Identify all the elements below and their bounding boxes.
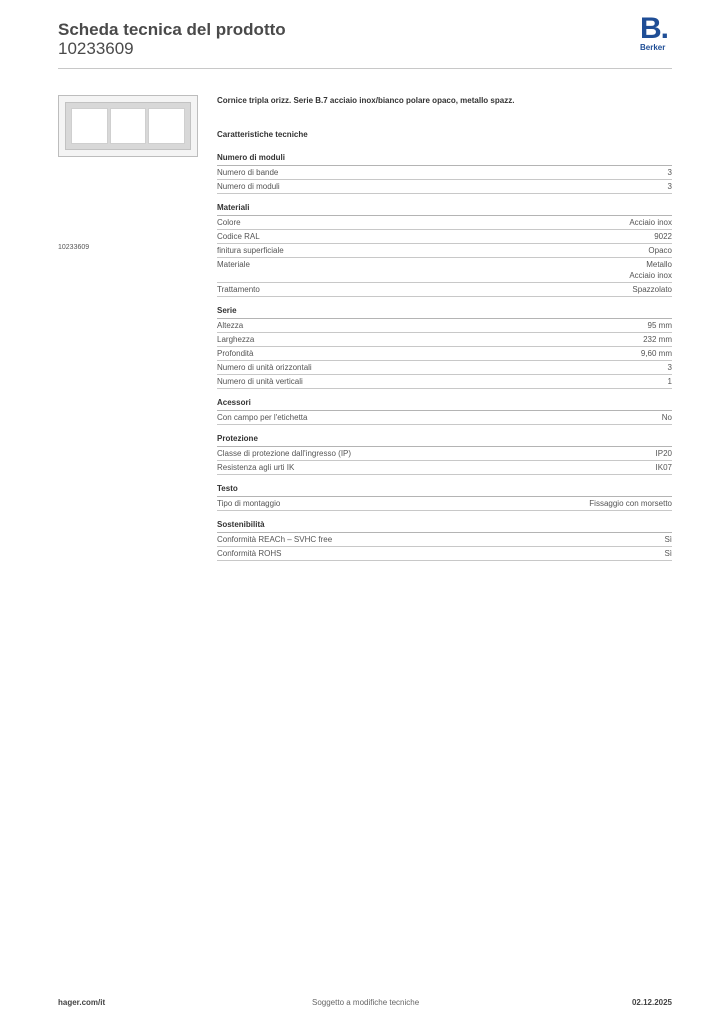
spec-content — [217, 96, 672, 561]
section-title: Protezione — [217, 433, 672, 447]
section-title: Testo — [217, 483, 672, 497]
tech-heading: Caratteristiche tecniche — [217, 130, 308, 139]
spec-row — [217, 283, 672, 297]
spec-value-line: Metallo — [646, 260, 672, 269]
spec-label: Resistenza agli urti IK — [217, 463, 295, 472]
spec-value-line: Opaco — [648, 246, 672, 255]
spec-row — [217, 166, 672, 180]
image-caption: 10233609 — [58, 244, 90, 251]
spec-value — [668, 181, 672, 192]
spec-row — [217, 230, 672, 244]
spec-label: Classe di protezione dall'ingresso (IP) — [217, 449, 352, 458]
spec-value — [664, 548, 672, 559]
spec-section — [217, 152, 672, 194]
spec-value-line: IP20 — [655, 449, 672, 458]
spec-value-line: Acciaio inox — [629, 218, 672, 227]
footer-note: Soggetto a modifiche tecniche — [312, 998, 420, 1007]
section-title: Serie — [217, 305, 672, 319]
spec-label: Conformità ROHS — [217, 549, 282, 558]
spec-value — [662, 412, 672, 423]
spec-value — [648, 245, 672, 256]
footer-website: hager.com/it — [58, 998, 106, 1007]
spec-value-line: Acciaio inox — [629, 271, 672, 280]
spec-row — [217, 258, 672, 283]
spec-row — [217, 216, 672, 230]
spec-value — [648, 320, 672, 331]
spec-row — [217, 411, 672, 425]
spec-value-line: 9022 — [654, 232, 672, 241]
spec-value — [641, 348, 672, 359]
product-description: Cornice tripla orizz. Serie B.7 acciaio inox/bianco polare opaco, metallo spazz. — [217, 96, 515, 105]
spec-value-line: IK07 — [655, 463, 672, 472]
spec-section — [217, 202, 672, 297]
spec-label: Numero di moduli — [217, 182, 280, 191]
product-code: 10233609 — [58, 39, 134, 58]
spec-label: Altezza — [217, 321, 244, 330]
spec-value — [629, 259, 672, 281]
spec-section — [217, 433, 672, 475]
spec-row — [217, 547, 672, 561]
frame-illustration — [65, 102, 191, 150]
spec-label: Codice RAL — [217, 232, 260, 241]
product-image — [58, 95, 198, 157]
spec-row — [217, 497, 672, 511]
spec-label: Materiale — [217, 260, 250, 269]
section-title: Acessori — [217, 397, 672, 411]
spec-value — [589, 498, 672, 509]
spec-value-line: Sì — [664, 535, 672, 544]
spec-label: Larghezza — [217, 335, 255, 344]
brand-logo — [640, 12, 674, 54]
spec-section — [217, 483, 672, 511]
spec-label: Tipo di montaggio — [217, 499, 281, 508]
spec-value-line: 9,60 mm — [640, 349, 672, 358]
spec-label: Con campo per l'etichetta — [217, 413, 308, 422]
spec-row — [217, 244, 672, 258]
spec-row — [217, 347, 672, 361]
spec-value-line: 3 — [667, 182, 672, 191]
spec-value — [668, 167, 672, 178]
spec-value — [643, 334, 672, 345]
spec-value-line: 232 mm — [643, 335, 672, 344]
spec-value-line: Spazzolato — [632, 285, 672, 294]
spec-value-line: 3 — [667, 168, 672, 177]
frame-cell-1 — [71, 108, 108, 144]
spec-row — [217, 319, 672, 333]
header-title: Scheda tecnica del prodotto — [58, 20, 286, 39]
spec-value — [656, 448, 672, 459]
spec-row — [217, 533, 672, 547]
spec-label: finitura superficiale — [217, 246, 284, 255]
spec-sections — [217, 152, 672, 561]
spec-row — [217, 461, 672, 475]
section-title: Materiali — [217, 202, 672, 216]
spec-label: Profondità — [217, 349, 254, 358]
frame-cell-2 — [110, 108, 147, 144]
spec-row — [217, 447, 672, 461]
spec-section — [217, 397, 672, 425]
spec-label: Numero di unità orizzontali — [217, 363, 312, 372]
spec-label: Numero di bande — [217, 168, 279, 177]
spec-value-line: Sì — [664, 549, 672, 558]
spec-section — [217, 305, 672, 389]
spec-value — [654, 231, 672, 242]
spec-label: Colore — [217, 218, 241, 227]
header-divider — [58, 68, 672, 69]
spec-row — [217, 333, 672, 347]
spec-value — [629, 217, 672, 228]
logo-mark: B. — [640, 12, 668, 45]
section-title: Numero di moduli — [217, 152, 672, 166]
spec-value-line: 95 mm — [647, 321, 672, 330]
frame-cell-3 — [148, 108, 185, 144]
section-title: Sostenibilità — [217, 519, 672, 533]
spec-value-line: Fissaggio con morsetto — [589, 499, 672, 508]
spec-value — [632, 284, 672, 295]
spec-value — [668, 376, 672, 387]
spec-value — [668, 362, 672, 373]
spec-label: Numero di unità verticali — [217, 377, 303, 386]
spec-row — [217, 375, 672, 389]
spec-row — [217, 361, 672, 375]
spec-value-line: 3 — [667, 363, 672, 372]
spec-value — [656, 462, 672, 473]
spec-value-line: No — [661, 413, 672, 422]
spec-label: Conformità REACh – SVHC free — [217, 535, 333, 544]
footer-date: 02.12.2025 — [631, 998, 672, 1007]
spec-label: Trattamento — [217, 285, 260, 294]
spec-row — [217, 180, 672, 194]
spec-value-line: 1 — [667, 377, 672, 386]
spec-section — [217, 519, 672, 561]
spec-value — [664, 534, 672, 545]
logo-text: Berker — [640, 43, 666, 52]
